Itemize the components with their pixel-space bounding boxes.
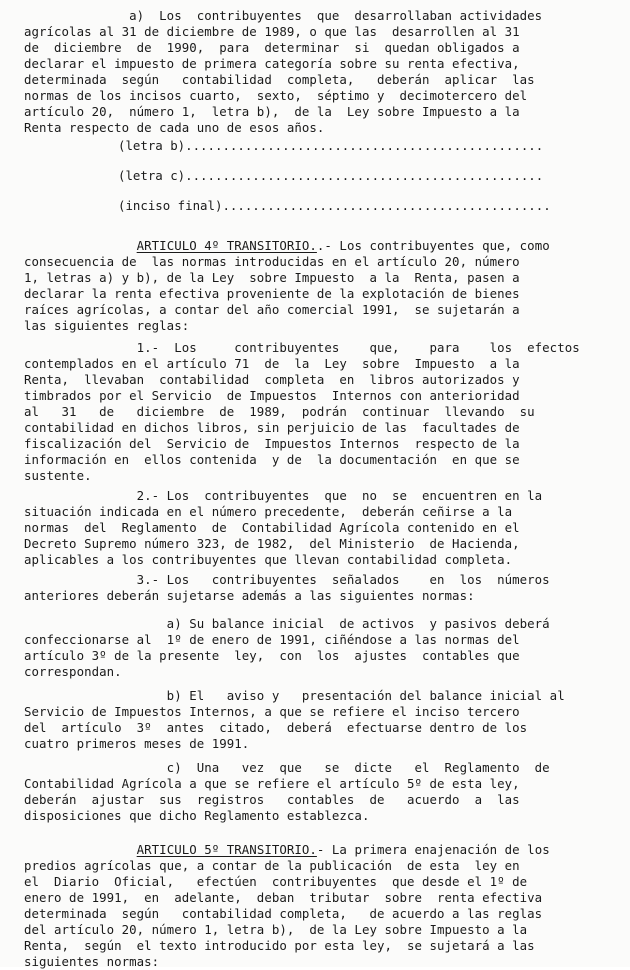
text-line: deberán ajustar sus registros contables de acuerdo a las: [24, 792, 520, 807]
text-line: agrícolas al 31 de diciembre de 1989, o que las desarrollen al 31: [24, 24, 520, 39]
text-line: información en ellos contenida y de la documentación en que se: [24, 452, 520, 467]
text-line: al 31 de diciembre de 1989, podrán continuar llevando su: [24, 404, 535, 419]
dotted-item: [118, 168, 612, 184]
text-line: confeccionarse al 1º de enero de 1991, ciñéndose a las normas del: [24, 632, 520, 647]
text-line: 2.- Los contribuyentes que no se encuentren en la: [24, 488, 543, 503]
text-line: disposiciones que dicho Reglamento establezca.: [24, 808, 370, 823]
article-5-first-line-rest: - La primera enajenación de los: [316, 842, 550, 857]
text-line: sustente.: [24, 468, 92, 483]
text-line: aplicables a los contribuyentes que llevan contabilidad completa.: [24, 552, 513, 567]
text-line: del artículo 3º antes citado, deberá efectuarse dentro de los: [24, 720, 528, 735]
article-5-heading: ARTICULO 5º TRANSITORIO.: [136, 842, 317, 857]
dotted-item-label: (letra c): [118, 168, 186, 183]
text-line: consecuencia de las normas introducidas en el artículo 20, número: [24, 254, 520, 269]
text-line: artículo 20, número 1, letra b), de la Ley sobre Impuesto a la: [24, 104, 520, 119]
text-line: b) El aviso y presentación del balance inicial al: [24, 688, 565, 703]
text-line: c) Una vez que se dicte el Reglamento de: [24, 760, 550, 775]
text-line: enero de 1991, en adelante, deban tributar sobre renta efectiva: [24, 890, 543, 905]
text-line: raíces agrícolas, a contar del año comercial 1991, se sujetarán a: [24, 302, 520, 317]
text-line: Renta respecto de cada uno de esos años.: [24, 120, 325, 135]
text-line: Servicio de Impuestos Internos, a que se refiere el inciso tercero: [24, 704, 520, 719]
text-line: Contabilidad Agrícola a que se refiere el artículo 5º de esta ley,: [24, 776, 520, 791]
text-line: 3.- Los contribuyentes señalados en los números: [24, 572, 550, 587]
text-line: Renta, según el texto introducido por esta ley, se sujetará a las: [24, 938, 535, 953]
text-line: Decreto Supremo número 323, de 1982, del Ministerio de Hacienda,: [24, 536, 520, 551]
article-4-heading: ARTICULO 4º TRANSITORIO.: [136, 238, 317, 253]
text-line: correspondan.: [24, 664, 122, 679]
article-4-first-line: [24, 238, 608, 254]
text-line: Renta, llevaban contabilidad completa en libros autorizados y: [24, 372, 520, 387]
dotted-item: [118, 198, 612, 214]
text-line: timbrados por el Servicio de Impuestos Internos con anterioridad: [24, 388, 520, 403]
text-line: las siguientes reglas:: [24, 318, 190, 333]
dotted-item: [118, 138, 612, 154]
text-line: anteriores deberán sujetarse además a las siguientes normas:: [24, 588, 475, 603]
text-line: a) Los contribuyentes que desarrollaban actividades: [24, 8, 543, 23]
article-5-first-line: [24, 842, 608, 858]
text-line: declarar el impuesto de primera categoría sobre su renta efectiva,: [24, 56, 520, 71]
text-line: el Diario Oficial, efectúen contribuyentes que desde el 1º de: [24, 874, 528, 889]
text-line: del artículo 20, número 1, letra b), de la Ley sobre Impuesto a la: [24, 922, 528, 937]
text-line: de diciembre de 1990, para determinar si quedan obligados a: [24, 40, 520, 55]
text-line: cuatro primeros meses de 1991.: [24, 736, 250, 751]
text-line: contabilidad en dichos libros, sin perjuicio de las facultades de: [24, 420, 520, 435]
text-line: siguientes normas:: [24, 954, 160, 969]
dotted-leader: ............................................: [222, 198, 551, 213]
dotted-item-label: (letra b): [118, 138, 186, 153]
text-line: declarar la renta efectiva proveniente de la explotación de bienes: [24, 286, 520, 301]
text-line: 1.- Los contribuyentes que, para los efectos: [24, 340, 580, 355]
dotted-leader: ................................................: [185, 138, 544, 153]
article-4-first-line-rest: .- Los contribuyentes que, como: [316, 238, 550, 253]
dotted-leader: ................................................: [185, 168, 544, 183]
text-line: a) Su balance inicial de activos y pasivos deberá: [24, 616, 550, 631]
text-line: situación indicada en el número precedente, deberán ceñirse a la: [24, 504, 513, 519]
text-line: contemplados en el artículo 71 de la Ley sobre Impuesto a la: [24, 356, 520, 371]
text-line: 1, letras a) y b), de la Ley sobre Impuesto a la Renta, pasen a: [24, 270, 520, 285]
text-line: normas del Reglamento de Contabilidad Agrícola contenido en el: [24, 520, 520, 535]
text-line: determinada según contabilidad completa, deberán aplicar las: [24, 72, 535, 87]
text-line: determinada según contabilidad completa, de acuerdo a las reglas: [24, 906, 543, 921]
text-line: predios agrícolas que, a contar de la publicación de esta ley en: [24, 858, 520, 873]
text-line: fiscalización del Servicio de Impuestos Internos respecto de la: [24, 436, 520, 451]
text-line: normas de los incisos cuarto, sexto, séptimo y decimotercero del: [24, 88, 528, 103]
dotted-item-label: (inciso final): [118, 198, 223, 213]
text-line: artículo 3º de la presente ley, con los ajustes contables que: [24, 648, 520, 663]
